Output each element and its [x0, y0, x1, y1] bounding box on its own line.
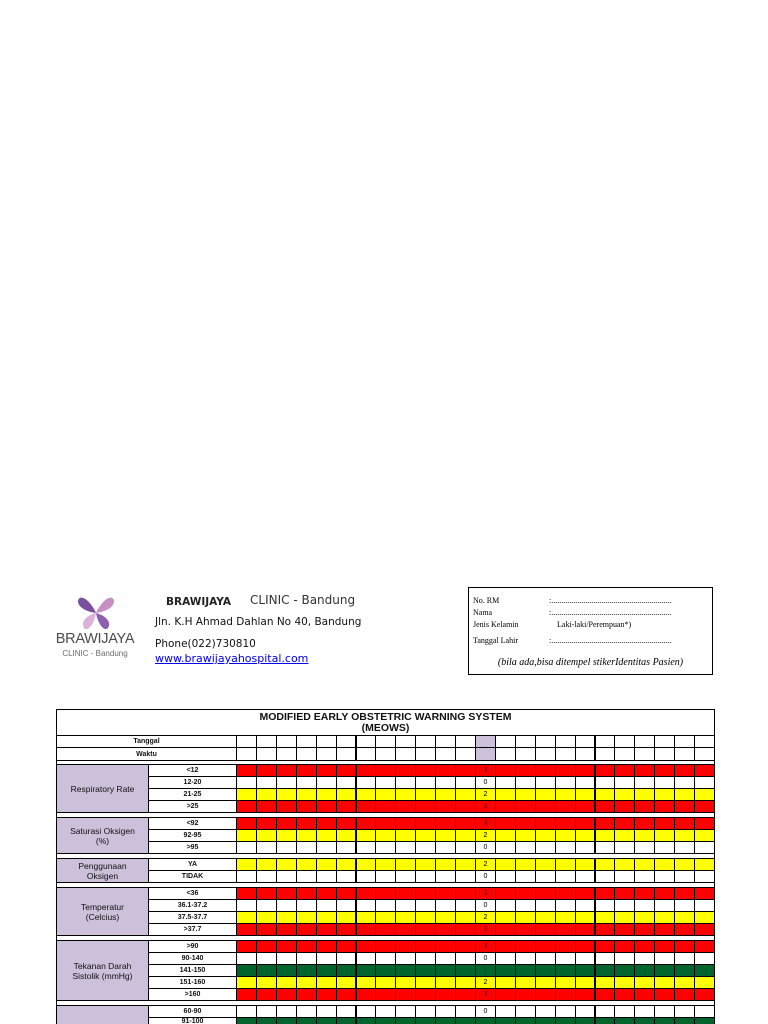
observation-cell	[614, 870, 635, 883]
observation-cell	[654, 800, 675, 813]
observation-cell	[595, 870, 616, 883]
observation-cell	[575, 988, 596, 1001]
score-value: 3	[483, 991, 488, 998]
observation-cell	[575, 841, 596, 854]
score-cell	[475, 800, 496, 813]
observation-cell	[555, 988, 576, 1001]
observation-cell	[256, 1017, 277, 1024]
score-value: 3	[483, 943, 488, 950]
score-value: 0	[483, 902, 488, 909]
range-label: 37.5-37.7	[177, 914, 208, 921]
observation-cell	[495, 1017, 516, 1024]
range-label: <92	[186, 820, 199, 827]
section-label-cell	[56, 940, 149, 1001]
section-label-line: Penggunaan	[78, 860, 127, 871]
observation-cell	[375, 800, 396, 813]
section-label-line: Respiratory Rate	[70, 783, 135, 794]
observation-cell	[614, 988, 635, 1001]
range-label: 91-100	[181, 1018, 204, 1024]
observation-cell	[674, 800, 695, 813]
gender-label: Jenis Kelamin	[473, 620, 519, 629]
observation-cell	[575, 747, 596, 761]
observation-cell	[575, 1017, 596, 1024]
observation-cell	[595, 747, 616, 761]
score-value: 0	[483, 844, 488, 851]
range-label-cell	[148, 923, 237, 936]
section-label-line: (%)	[95, 835, 110, 846]
observation-cell	[455, 841, 476, 854]
observation-cell	[634, 923, 655, 936]
observation-cell	[316, 747, 337, 761]
observation-cell	[356, 800, 377, 813]
observation-cell	[654, 988, 675, 1001]
observation-cell	[236, 1017, 257, 1024]
observation-cell	[375, 1017, 396, 1024]
observation-cell	[595, 1017, 616, 1024]
observation-cell	[455, 747, 476, 761]
observation-cell	[296, 870, 317, 883]
observation-cell	[236, 800, 257, 813]
range-label-cell	[148, 870, 237, 883]
observation-cell	[694, 800, 715, 813]
section-label-cell	[56, 764, 149, 813]
range-label-cell	[148, 1017, 237, 1024]
observation-cell	[654, 841, 675, 854]
observation-cell	[555, 841, 576, 854]
observation-cell	[375, 988, 396, 1001]
observation-cell	[336, 841, 357, 854]
section-label-cell	[56, 858, 149, 883]
observation-cell	[435, 800, 456, 813]
observation-cell	[535, 800, 556, 813]
observation-cell	[674, 747, 695, 761]
observation-cell	[316, 800, 337, 813]
observation-cell	[674, 988, 695, 1001]
sticker-note: (bila ada,bisa ditempel stikerIdentitas Pasien)	[497, 657, 684, 668]
observation-cell	[316, 1017, 337, 1024]
range-label-cell	[148, 800, 237, 813]
section-label-line: Sistolik (mmHg)	[72, 970, 133, 981]
observation-cell	[395, 841, 416, 854]
range-label-cell	[148, 988, 237, 1001]
section-label-line: Saturasi Oksigen	[70, 825, 135, 836]
observation-cell	[276, 923, 297, 936]
observation-cell	[654, 923, 675, 936]
table-title: MODIFIED EARLY OBSTETRIC WARNING SYSTEM	[259, 710, 512, 723]
observation-cell	[634, 841, 655, 854]
range-label: <36	[186, 890, 199, 897]
time-row-label: Waktu	[136, 750, 157, 758]
observation-cell	[674, 1017, 695, 1024]
observation-cell	[395, 988, 416, 1001]
range-label: 60-90	[183, 1008, 202, 1015]
observation-cell	[395, 800, 416, 813]
observation-cell	[495, 800, 516, 813]
score-value: 0	[483, 955, 488, 962]
observation-cell	[356, 841, 377, 854]
observation-cell	[415, 1017, 436, 1024]
range-label: 12-20	[183, 779, 202, 786]
observation-cell	[555, 747, 576, 761]
range-label: >95	[186, 844, 199, 851]
observation-cell	[614, 1017, 635, 1024]
score-value: 1	[483, 967, 488, 974]
observation-cell	[595, 841, 616, 854]
observation-cell	[575, 870, 596, 883]
clinic-website-link[interactable]: www.brawijayahospital.com	[155, 652, 309, 665]
observation-cell	[614, 747, 635, 761]
observation-cell	[515, 747, 536, 761]
observation-cell	[336, 747, 357, 761]
table-title-cell	[56, 709, 715, 736]
observation-cell	[455, 988, 476, 1001]
observation-cell	[694, 841, 715, 854]
range-label: >90	[186, 943, 199, 950]
time-row-label-cell	[56, 747, 237, 761]
clinic-name: BRAWIJAYA	[166, 596, 231, 608]
observation-cell	[555, 870, 576, 883]
observation-cell	[595, 800, 616, 813]
observation-cell	[395, 870, 416, 883]
score-cell	[475, 1017, 496, 1024]
observation-cell	[634, 870, 655, 883]
score-value: 3	[483, 890, 488, 897]
observation-cell	[415, 870, 436, 883]
score-value: 0	[483, 873, 488, 880]
date-row-label: Tanggal	[133, 738, 160, 745]
observation-cell	[276, 1017, 297, 1024]
observation-cell	[535, 747, 556, 761]
observation-cell	[276, 841, 297, 854]
observation-cell	[435, 988, 456, 1001]
birth-date-label: Tanggal Lahir	[473, 636, 518, 645]
observation-cell	[356, 870, 377, 883]
observation-cell	[614, 841, 635, 854]
score-value: 0	[483, 779, 488, 786]
observation-cell	[435, 747, 456, 761]
observation-cell	[296, 747, 317, 761]
section-label-line: Tekanan Darah	[73, 960, 132, 971]
observation-cell	[654, 747, 675, 761]
name-label: Nama	[473, 608, 493, 617]
range-label: 21-25	[183, 791, 202, 798]
range-label: TIDAK	[181, 873, 204, 880]
score-cell	[475, 923, 496, 936]
observation-cell	[535, 841, 556, 854]
observation-cell	[276, 870, 297, 883]
observation-cell	[336, 870, 357, 883]
score-value: 3	[483, 803, 488, 810]
observation-cell	[356, 923, 377, 936]
observation-cell	[694, 988, 715, 1001]
range-label: 90-140	[181, 955, 204, 962]
section-label-cell	[56, 887, 149, 936]
observation-cell	[356, 1017, 377, 1024]
observation-cell	[515, 800, 536, 813]
observation-cell	[535, 923, 556, 936]
observation-cell	[634, 988, 655, 1001]
observation-cell	[575, 923, 596, 936]
observation-cell	[634, 800, 655, 813]
observation-cell	[276, 747, 297, 761]
observation-cell	[614, 800, 635, 813]
observation-cell	[316, 841, 337, 854]
observation-cell	[256, 870, 277, 883]
observation-cell	[674, 870, 695, 883]
observation-cell	[356, 747, 377, 761]
observation-cell	[455, 1017, 476, 1024]
observation-cell	[515, 923, 536, 936]
observation-cell	[236, 870, 257, 883]
score-cell	[475, 988, 496, 1001]
observation-cell	[495, 747, 516, 761]
observation-cell	[296, 988, 317, 1001]
range-label: >25	[186, 803, 199, 810]
observation-cell	[495, 923, 516, 936]
observation-cell	[495, 988, 516, 1001]
score-value: 2	[483, 979, 488, 986]
score-cell	[475, 747, 496, 761]
range-label: 36.1-37.2	[177, 902, 208, 909]
observation-cell	[415, 923, 436, 936]
table-subtitle: (MEOWS)	[361, 721, 410, 734]
range-label-cell	[148, 841, 237, 854]
observation-cell	[495, 841, 516, 854]
range-label: 141-150	[179, 967, 206, 974]
score-cell	[475, 870, 496, 883]
score-value: 2	[483, 914, 488, 921]
observation-cell	[515, 1017, 536, 1024]
observation-cell	[236, 747, 257, 761]
observation-cell	[535, 870, 556, 883]
observation-cell	[356, 988, 377, 1001]
clinic-branch: CLINIC - Bandung	[250, 593, 356, 607]
observation-cell	[634, 747, 655, 761]
observation-cell	[236, 988, 257, 1001]
score-value: 3	[483, 767, 488, 774]
observation-cell	[495, 870, 516, 883]
observation-cell	[236, 841, 257, 854]
observation-cell	[435, 1017, 456, 1024]
birth-date-field: :............................................................	[549, 636, 672, 645]
observation-cell	[435, 923, 456, 936]
observation-cell	[256, 800, 277, 813]
observation-cell	[515, 988, 536, 1001]
observation-cell	[276, 800, 297, 813]
observation-cell	[595, 988, 616, 1001]
section-label-cell	[56, 817, 149, 854]
observation-cell	[555, 923, 576, 936]
observation-cell	[415, 747, 436, 761]
name-field: :............................................................	[549, 608, 672, 617]
observation-cell	[415, 800, 436, 813]
range-label: 92-95	[183, 832, 202, 839]
observation-cell	[455, 870, 476, 883]
observation-cell	[674, 923, 695, 936]
observation-cell	[555, 1017, 576, 1024]
observation-cell	[256, 841, 277, 854]
observation-cell	[316, 923, 337, 936]
observation-cell	[256, 923, 277, 936]
observation-cell	[336, 988, 357, 1001]
logo-subtitle: CLINIC - Bandung	[62, 649, 128, 658]
observation-cell	[614, 923, 635, 936]
section-label-line: Oksigen	[86, 870, 119, 881]
observation-cell	[336, 800, 357, 813]
section-label-line: Temperatur	[81, 901, 124, 912]
section-label-line: (Celcius)	[85, 911, 120, 922]
observation-cell	[455, 923, 476, 936]
observation-cell	[375, 841, 396, 854]
observation-cell	[694, 1017, 715, 1024]
observation-cell	[694, 923, 715, 936]
observation-cell	[415, 841, 436, 854]
range-label: <12	[186, 767, 199, 774]
observation-cell	[395, 923, 416, 936]
clinic-address: Jln. K.H Ahmad Dahlan No 40, Bandung	[155, 616, 362, 628]
observation-cell	[296, 923, 317, 936]
range-label: YA	[187, 861, 198, 868]
observation-cell	[375, 747, 396, 761]
observation-cell	[515, 870, 536, 883]
observation-cell	[316, 870, 337, 883]
medical-record-label: No. RM	[473, 596, 500, 605]
clinic-phone: Phone(022)730810	[155, 638, 256, 650]
observation-cell	[555, 800, 576, 813]
score-value: 3	[483, 820, 488, 827]
observation-cell	[535, 988, 556, 1001]
score-value: 0	[483, 1008, 488, 1015]
observation-cell	[595, 923, 616, 936]
observation-cell	[296, 841, 317, 854]
score-value: 3	[483, 926, 488, 933]
observation-cell	[694, 870, 715, 883]
observation-cell	[296, 800, 317, 813]
medical-record-field: :............................................................	[549, 596, 672, 605]
observation-cell	[296, 1017, 317, 1024]
score-cell	[475, 841, 496, 854]
observation-cell	[336, 1017, 357, 1024]
observation-cell	[375, 923, 396, 936]
observation-cell	[256, 988, 277, 1001]
gender-field: Laki-laki/Perempuan*)	[557, 620, 632, 629]
observation-cell	[694, 747, 715, 761]
observation-cell	[634, 1017, 655, 1024]
observation-cell	[674, 841, 695, 854]
observation-cell	[316, 988, 337, 1001]
observation-cell	[236, 923, 257, 936]
observation-cell	[435, 870, 456, 883]
observation-cell	[515, 841, 536, 854]
logo-wordmark: BRAWIJAYA	[55, 631, 135, 647]
score-value: 2	[483, 791, 488, 798]
observation-cell	[375, 870, 396, 883]
observation-cell	[256, 747, 277, 761]
range-label: >160	[184, 991, 201, 998]
observation-cell	[435, 841, 456, 854]
range-label: >37.7	[183, 926, 202, 933]
observation-cell	[395, 747, 416, 761]
observation-cell	[336, 923, 357, 936]
observation-cell	[455, 800, 476, 813]
observation-cell	[575, 800, 596, 813]
observation-cell	[415, 988, 436, 1001]
range-label: 151-160	[179, 979, 206, 986]
observation-cell	[395, 1017, 416, 1024]
observation-cell	[276, 988, 297, 1001]
score-value: 2	[483, 832, 488, 839]
section-label-cell	[56, 1005, 149, 1024]
observation-cell	[654, 870, 675, 883]
observation-cell	[654, 1017, 675, 1024]
score-value: 2	[483, 861, 488, 868]
observation-cell	[535, 1017, 556, 1024]
